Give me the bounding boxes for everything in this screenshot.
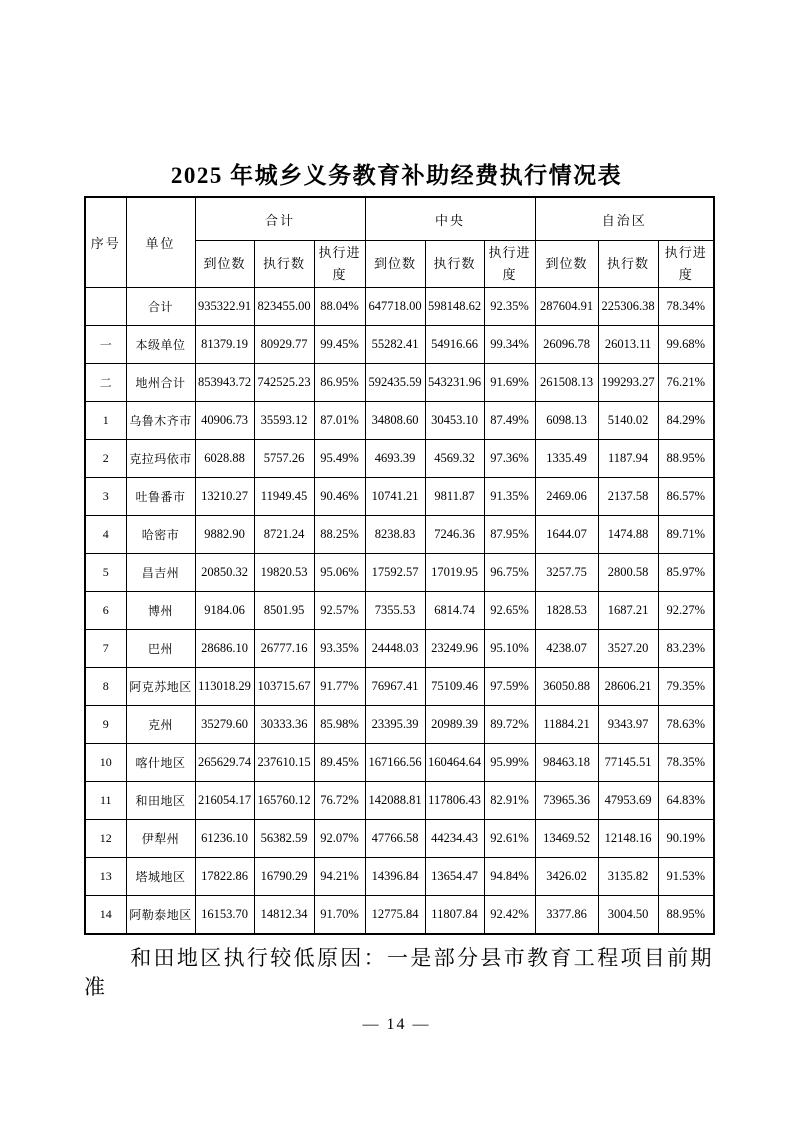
value-cell: 265629.74: [195, 744, 254, 782]
value-cell: 92.07%: [314, 820, 365, 858]
row-number-cell: 6: [85, 592, 126, 630]
value-cell: 82.91%: [484, 782, 535, 820]
value-cell: 56382.59: [254, 820, 314, 858]
unit-cell: 和田地区: [126, 782, 195, 820]
value-cell: 5757.26: [254, 440, 314, 478]
value-cell: 225306.38: [598, 288, 658, 326]
value-cell: 93.35%: [314, 630, 365, 668]
value-cell: 1644.07: [535, 516, 598, 554]
value-cell: 592435.59: [365, 364, 425, 402]
value-cell: 3004.50: [598, 896, 658, 935]
row-number-cell: 4: [85, 516, 126, 554]
value-cell: 79.35%: [658, 668, 714, 706]
value-cell: 3426.02: [535, 858, 598, 896]
value-cell: 91.77%: [314, 668, 365, 706]
value-cell: 92.42%: [484, 896, 535, 935]
value-cell: 76.21%: [658, 364, 714, 402]
value-cell: 26777.16: [254, 630, 314, 668]
sub-header-zhixingshu: 执行数: [425, 241, 484, 288]
value-cell: 287604.91: [535, 288, 598, 326]
value-cell: 91.53%: [658, 858, 714, 896]
unit-cell: 巴州: [126, 630, 195, 668]
value-cell: 26096.78: [535, 326, 598, 364]
value-cell: 91.69%: [484, 364, 535, 402]
value-cell: 3257.75: [535, 554, 598, 592]
value-cell: 88.04%: [314, 288, 365, 326]
footnote-text: 和田地区执行较低原因：一是部分县市教育工程项目前期准: [84, 946, 713, 1000]
value-cell: 28686.10: [195, 630, 254, 668]
value-cell: 17592.57: [365, 554, 425, 592]
value-cell: 20989.39: [425, 706, 484, 744]
group-header-heji: 合计: [195, 197, 365, 241]
col-header-danwei: 单位: [126, 197, 195, 288]
value-cell: 598148.62: [425, 288, 484, 326]
group-header-row: [85, 197, 714, 241]
row-number-cell: 5: [85, 554, 126, 592]
unit-cell: 乌鲁木齐市: [126, 402, 195, 440]
unit-cell: 克拉玛依市: [126, 440, 195, 478]
row-number-cell: 13: [85, 858, 126, 896]
table-header: [85, 197, 714, 288]
value-cell: 28606.21: [598, 668, 658, 706]
value-cell: 97.59%: [484, 668, 535, 706]
value-cell: 83.23%: [658, 630, 714, 668]
value-cell: 99.34%: [484, 326, 535, 364]
row-number-cell: 一: [85, 326, 126, 364]
value-cell: 87.49%: [484, 402, 535, 440]
sub-header-jindu: 执行进度: [314, 241, 365, 288]
value-cell: 3135.82: [598, 858, 658, 896]
value-cell: 87.01%: [314, 402, 365, 440]
row-number-cell: 14: [85, 896, 126, 935]
value-cell: 73965.36: [535, 782, 598, 820]
value-cell: 26013.11: [598, 326, 658, 364]
value-cell: 16790.29: [254, 858, 314, 896]
value-cell: 9882.90: [195, 516, 254, 554]
value-cell: 6098.13: [535, 402, 598, 440]
value-cell: 19820.53: [254, 554, 314, 592]
value-cell: 16153.70: [195, 896, 254, 935]
unit-cell: 哈密市: [126, 516, 195, 554]
value-cell: 86.57%: [658, 478, 714, 516]
value-cell: 95.06%: [314, 554, 365, 592]
table-row: [85, 858, 714, 896]
row-number-cell: [85, 288, 126, 326]
value-cell: 647718.00: [365, 288, 425, 326]
value-cell: 7246.36: [425, 516, 484, 554]
value-cell: 2137.58: [598, 478, 658, 516]
value-cell: 1828.53: [535, 592, 598, 630]
unit-cell: 昌吉州: [126, 554, 195, 592]
unit-cell: 喀什地区: [126, 744, 195, 782]
table-row: [85, 592, 714, 630]
value-cell: 97.36%: [484, 440, 535, 478]
value-cell: 160464.64: [425, 744, 484, 782]
value-cell: 9343.97: [598, 706, 658, 744]
value-cell: 95.49%: [314, 440, 365, 478]
value-cell: 14396.84: [365, 858, 425, 896]
value-cell: 35279.60: [195, 706, 254, 744]
subsidy-execution-table: [84, 196, 715, 935]
value-cell: 30453.10: [425, 402, 484, 440]
value-cell: 44234.43: [425, 820, 484, 858]
value-cell: 199293.27: [598, 364, 658, 402]
page-number: — 14 —: [362, 1016, 431, 1033]
unit-cell: 本级单位: [126, 326, 195, 364]
row-number-cell: 3: [85, 478, 126, 516]
page-title: 2025 年城乡义务教育补助经费执行情况表: [170, 163, 623, 188]
table-row: [85, 554, 714, 592]
table-row: [85, 668, 714, 706]
value-cell: 88.95%: [658, 440, 714, 478]
value-cell: 76967.41: [365, 668, 425, 706]
value-cell: 5140.02: [598, 402, 658, 440]
value-cell: 92.35%: [484, 288, 535, 326]
value-cell: 30333.36: [254, 706, 314, 744]
value-cell: 47953.69: [598, 782, 658, 820]
value-cell: 24448.03: [365, 630, 425, 668]
table-row: [85, 326, 714, 364]
value-cell: 4238.07: [535, 630, 598, 668]
value-cell: 89.71%: [658, 516, 714, 554]
value-cell: 261508.13: [535, 364, 598, 402]
unit-cell: 阿克苏地区: [126, 668, 195, 706]
value-cell: 47766.58: [365, 820, 425, 858]
value-cell: 10741.21: [365, 478, 425, 516]
unit-cell: 伊犁州: [126, 820, 195, 858]
table-row: [85, 288, 714, 326]
row-number-cell: 8: [85, 668, 126, 706]
value-cell: 823455.00: [254, 288, 314, 326]
value-cell: 1187.94: [598, 440, 658, 478]
value-cell: 94.21%: [314, 858, 365, 896]
value-cell: 75109.46: [425, 668, 484, 706]
table-row: [85, 478, 714, 516]
value-cell: 853943.72: [195, 364, 254, 402]
value-cell: 55282.41: [365, 326, 425, 364]
value-cell: 92.61%: [484, 820, 535, 858]
value-cell: 94.84%: [484, 858, 535, 896]
value-cell: 64.83%: [658, 782, 714, 820]
table-row: [85, 516, 714, 554]
value-cell: 87.95%: [484, 516, 535, 554]
value-cell: 167166.56: [365, 744, 425, 782]
table-row: [85, 630, 714, 668]
sub-header-zhixingshu: 执行数: [598, 241, 658, 288]
table-container: [84, 196, 715, 935]
value-cell: 13654.47: [425, 858, 484, 896]
value-cell: 6814.74: [425, 592, 484, 630]
value-cell: 8238.83: [365, 516, 425, 554]
value-cell: 1335.49: [535, 440, 598, 478]
value-cell: 92.27%: [658, 592, 714, 630]
value-cell: 2469.06: [535, 478, 598, 516]
value-cell: 237610.15: [254, 744, 314, 782]
unit-cell: 博州: [126, 592, 195, 630]
row-number-cell: 11: [85, 782, 126, 820]
value-cell: 11884.21: [535, 706, 598, 744]
value-cell: 11949.45: [254, 478, 314, 516]
row-number-cell: 10: [85, 744, 126, 782]
value-cell: 96.75%: [484, 554, 535, 592]
value-cell: 90.19%: [658, 820, 714, 858]
value-cell: 95.10%: [484, 630, 535, 668]
value-cell: 7355.53: [365, 592, 425, 630]
table-row: [85, 706, 714, 744]
value-cell: 23249.96: [425, 630, 484, 668]
value-cell: 89.72%: [484, 706, 535, 744]
value-cell: 935322.91: [195, 288, 254, 326]
value-cell: 85.98%: [314, 706, 365, 744]
value-cell: 3527.20: [598, 630, 658, 668]
row-number-cell: 二: [85, 364, 126, 402]
value-cell: 90.46%: [314, 478, 365, 516]
value-cell: 103715.67: [254, 668, 314, 706]
value-cell: 61236.10: [195, 820, 254, 858]
value-cell: 40906.73: [195, 402, 254, 440]
unit-cell: 地州合计: [126, 364, 195, 402]
value-cell: 12148.16: [598, 820, 658, 858]
value-cell: 216054.17: [195, 782, 254, 820]
value-cell: 9811.87: [425, 478, 484, 516]
value-cell: 13210.27: [195, 478, 254, 516]
value-cell: 742525.23: [254, 364, 314, 402]
value-cell: 3377.86: [535, 896, 598, 935]
value-cell: 165760.12: [254, 782, 314, 820]
table-row: [85, 402, 714, 440]
value-cell: 92.57%: [314, 592, 365, 630]
group-header-zhongyang: 中央: [365, 197, 535, 241]
table-row: [85, 820, 714, 858]
table-row: [85, 364, 714, 402]
value-cell: 91.70%: [314, 896, 365, 935]
value-cell: 1687.21: [598, 592, 658, 630]
table-row: [85, 744, 714, 782]
value-cell: 78.34%: [658, 288, 714, 326]
row-number-cell: 1: [85, 402, 126, 440]
value-cell: 8721.24: [254, 516, 314, 554]
value-cell: 54916.66: [425, 326, 484, 364]
value-cell: 1474.88: [598, 516, 658, 554]
value-cell: 23395.39: [365, 706, 425, 744]
value-cell: 4569.32: [425, 440, 484, 478]
value-cell: 88.25%: [314, 516, 365, 554]
value-cell: 142088.81: [365, 782, 425, 820]
table-row: [85, 896, 714, 935]
value-cell: 36050.88: [535, 668, 598, 706]
value-cell: 89.45%: [314, 744, 365, 782]
unit-cell: 阿勒泰地区: [126, 896, 195, 935]
row-number-cell: 2: [85, 440, 126, 478]
value-cell: 98463.18: [535, 744, 598, 782]
value-cell: 17019.95: [425, 554, 484, 592]
unit-cell: 克州: [126, 706, 195, 744]
value-cell: 4693.39: [365, 440, 425, 478]
value-cell: 12775.84: [365, 896, 425, 935]
value-cell: 9184.06: [195, 592, 254, 630]
row-number-cell: 7: [85, 630, 126, 668]
sub-header-jindu: 执行进度: [658, 241, 714, 288]
unit-cell: 塔城地区: [126, 858, 195, 896]
value-cell: 77145.51: [598, 744, 658, 782]
value-cell: 14812.34: [254, 896, 314, 935]
value-cell: 113018.29: [195, 668, 254, 706]
value-cell: 91.35%: [484, 478, 535, 516]
value-cell: 11807.84: [425, 896, 484, 935]
value-cell: 6028.88: [195, 440, 254, 478]
sub-header-jindu: 执行进度: [484, 241, 535, 288]
sub-header-zhixingshu: 执行数: [254, 241, 314, 288]
value-cell: 34808.60: [365, 402, 425, 440]
value-cell: 35593.12: [254, 402, 314, 440]
value-cell: 78.63%: [658, 706, 714, 744]
value-cell: 95.99%: [484, 744, 535, 782]
value-cell: 117806.43: [425, 782, 484, 820]
value-cell: 17822.86: [195, 858, 254, 896]
value-cell: 84.29%: [658, 402, 714, 440]
value-cell: 81379.19: [195, 326, 254, 364]
value-cell: 85.97%: [658, 554, 714, 592]
unit-cell: 吐鲁番市: [126, 478, 195, 516]
value-cell: 80929.77: [254, 326, 314, 364]
col-header-xuhao: 序号: [85, 197, 126, 288]
table-row: [85, 782, 714, 820]
sub-header-daoweishu: 到位数: [195, 241, 254, 288]
table-body: [85, 288, 714, 935]
value-cell: 92.65%: [484, 592, 535, 630]
value-cell: 2800.58: [598, 554, 658, 592]
row-number-cell: 12: [85, 820, 126, 858]
table-row: [85, 440, 714, 478]
value-cell: 20850.32: [195, 554, 254, 592]
value-cell: 8501.95: [254, 592, 314, 630]
value-cell: 86.95%: [314, 364, 365, 402]
value-cell: 78.35%: [658, 744, 714, 782]
sub-header-daoweishu: 到位数: [365, 241, 425, 288]
sub-header-daoweishu: 到位数: [535, 241, 598, 288]
value-cell: 88.95%: [658, 896, 714, 935]
group-header-zizhiqu: 自治区: [535, 197, 714, 241]
value-cell: 13469.52: [535, 820, 598, 858]
value-cell: 76.72%: [314, 782, 365, 820]
unit-cell: 合计: [126, 288, 195, 326]
value-cell: 543231.96: [425, 364, 484, 402]
value-cell: 99.68%: [658, 326, 714, 364]
row-number-cell: 9: [85, 706, 126, 744]
value-cell: 99.45%: [314, 326, 365, 364]
